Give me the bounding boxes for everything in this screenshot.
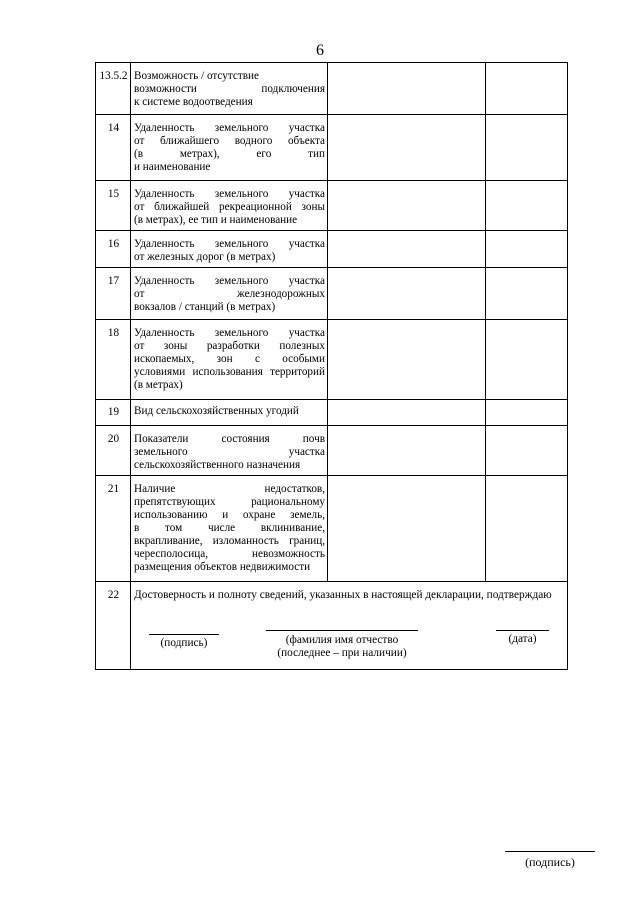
full-name-caption: [251, 634, 433, 660]
row-text-line: сельскохозяйственного назначения: [134, 459, 301, 471]
value-cell[interactable]: [328, 400, 486, 426]
table-body: [96, 63, 568, 670]
row-number: 18: [96, 320, 131, 400]
signature-caption: (подпись): [160, 637, 208, 649]
table-row: [96, 181, 568, 231]
row-text-line: вокзалов / станций (в метрах): [134, 301, 276, 313]
row-number: 14: [96, 115, 131, 181]
row-number: 15: [96, 181, 131, 231]
note-cell[interactable]: [486, 400, 568, 426]
row-text-line: ископаемых, зон с особыми: [134, 353, 325, 365]
row-text-line: от железнодорожных: [134, 288, 325, 300]
row-number: 22: [96, 582, 131, 670]
signature-line[interactable]: [149, 634, 219, 635]
row-text-line: Удаленность земельного участка: [134, 122, 325, 134]
row-text-line: Показатели состояния почв: [134, 433, 325, 445]
row-text-line: препятствующих рациональному: [134, 496, 325, 508]
row-text-line: (в метрах): [134, 379, 183, 391]
table-row: [96, 231, 568, 268]
confirmation-cell: [131, 582, 568, 670]
row-description: [131, 268, 328, 320]
date-line[interactable]: [496, 630, 549, 631]
row-text-line: использованию и охране земель,: [134, 509, 325, 521]
row-number: 21: [96, 476, 131, 582]
full-name-line[interactable]: [266, 630, 418, 631]
note-cell[interactable]: [486, 63, 568, 115]
row-description: [131, 400, 328, 426]
bottom-signature-line[interactable]: [505, 851, 595, 852]
row-text-line: Удаленность земельного участка: [134, 275, 325, 287]
note-cell[interactable]: [486, 320, 568, 400]
row-text-line: Вид сельскохозяйственных угодий: [134, 405, 299, 417]
row-text-line: чересполосица, невозможность: [134, 548, 325, 560]
table-row: [96, 115, 568, 181]
row-text-line: от ближайшей рекреационной зоны: [134, 201, 325, 213]
value-cell[interactable]: [328, 63, 486, 115]
row-number: 19: [96, 400, 131, 426]
value-cell[interactable]: [328, 268, 486, 320]
row-text-line: от ближайшего водного объекта: [134, 135, 325, 147]
table-row: [96, 320, 568, 400]
row-number: 16: [96, 231, 131, 268]
note-cell[interactable]: [486, 426, 568, 476]
table-row: [96, 476, 568, 582]
table-row: [96, 63, 568, 115]
row-description: [131, 181, 328, 231]
note-cell[interactable]: [486, 476, 568, 582]
confirmation-text: Достоверность и полноту сведений, указанных в настоящей декларации, подтверждаю: [134, 589, 552, 601]
row-text-line: Возможность / отсутствие: [134, 70, 259, 82]
page-number: 6: [316, 42, 324, 59]
row-text-line: Удаленность земельного участка: [134, 188, 325, 200]
value-cell[interactable]: [328, 426, 486, 476]
row-description: [131, 476, 328, 582]
row-text-line: и наименование: [134, 161, 211, 173]
note-cell[interactable]: [486, 231, 568, 268]
row-text-line: к системе водоотведения: [134, 96, 253, 108]
note-cell[interactable]: [486, 115, 568, 181]
row-text-line: земельного участка: [134, 446, 325, 458]
table-row: [96, 268, 568, 320]
row-text-line: Наличие недостатков,: [134, 483, 325, 495]
declaration-table: [95, 62, 568, 670]
row-description: [131, 115, 328, 181]
value-cell[interactable]: [328, 476, 486, 582]
row-text-line: Удаленность земельного участка: [134, 238, 325, 250]
row-text-line: от зоны разработки полезных: [134, 340, 325, 352]
note-cell[interactable]: [486, 268, 568, 320]
row-text-line: (в метрах), его тип: [134, 148, 325, 160]
bottom-signature-caption: (подпись): [525, 855, 575, 869]
row-text-line: от железных дорог (в метрах): [134, 251, 276, 263]
row-description: [131, 63, 328, 115]
value-cell[interactable]: [328, 320, 486, 400]
row-text-line: Удаленность земельного участка: [134, 327, 325, 339]
row-text-line: (в метрах), ее тип и наименование: [134, 214, 298, 226]
full-name-caption-line: (фамилия имя отчество: [285, 634, 399, 646]
value-cell[interactable]: [328, 231, 486, 268]
row-description: [131, 231, 328, 268]
row-text-line: вкрапливание, изломанность границ,: [134, 535, 325, 547]
row-number: 17: [96, 268, 131, 320]
row-description: [131, 426, 328, 476]
value-cell[interactable]: [328, 115, 486, 181]
table-row: [96, 426, 568, 476]
note-cell[interactable]: [486, 181, 568, 231]
row-description: [131, 320, 328, 400]
row-number: 13.5.2: [96, 63, 131, 115]
full-name-caption-line: (последнее – при наличии): [277, 647, 407, 659]
row-text-line: условиями использования территорий: [134, 366, 325, 378]
value-cell[interactable]: [328, 181, 486, 231]
row-text-line: возможности подключения: [134, 83, 325, 95]
row-text-line: в том числе вклинивание,: [134, 522, 325, 534]
row-number: 20: [96, 426, 131, 476]
table-row-final: [96, 582, 568, 670]
date-caption: (дата): [508, 633, 537, 645]
row-text-line: размещения объектов недвижимости: [134, 561, 311, 573]
table-row: [96, 400, 568, 426]
